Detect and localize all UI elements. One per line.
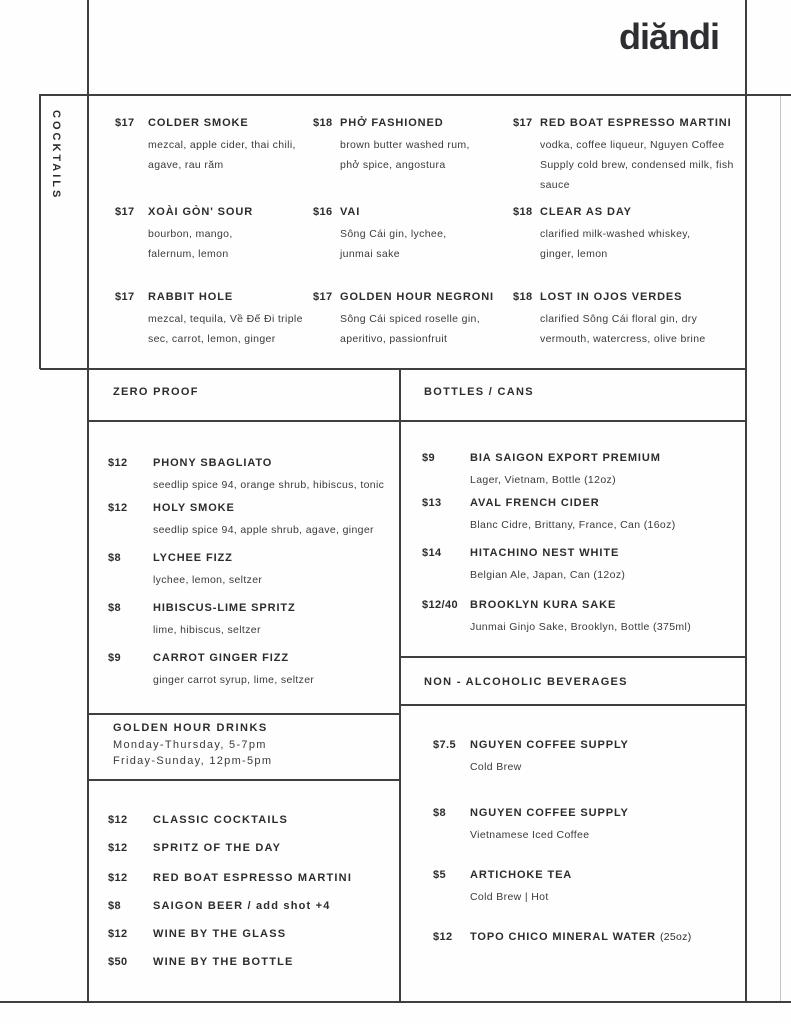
- item-price: $12: [108, 457, 128, 469]
- menu-item-lost-in-ojos-verdes: [513, 290, 735, 349]
- item-name: HIBISCUS-LIME SPRITZ: [153, 602, 296, 614]
- menu-item-artichoke-tea: [433, 868, 572, 907]
- grid-line-goldenhour-top: [88, 713, 400, 715]
- item-price: $8: [108, 552, 122, 564]
- cocktails-section-label: COCKTAILS: [50, 110, 62, 201]
- grid-line-vertical-right: [745, 0, 747, 1002]
- grid-line-under-headers: [88, 420, 747, 422]
- item-price: $5: [433, 869, 447, 881]
- item-name: PHỞ FASHIONED: [340, 117, 444, 129]
- item-name: SAIGON BEER / add shot +4: [153, 900, 331, 912]
- menu-item-red-boat-espresso-martini: [513, 116, 745, 195]
- grid-line-nonalc-top: [400, 656, 747, 658]
- item-description: Sông Cái spiced roselle gin, aperitivo, passionfruit: [340, 313, 480, 345]
- menu-item-carrot-ginger-fizz: [108, 651, 314, 690]
- menu-item-wine-by-the-bottle: [108, 955, 294, 969]
- menu-item-pho-fashioned: [313, 116, 490, 175]
- item-name: PHONY SBAGLIATO: [153, 457, 273, 469]
- item-name: CARROT GINGER FIZZ: [153, 652, 289, 664]
- item-name: SPRITZ OF THE DAY: [153, 842, 282, 854]
- item-description: mezcal, apple cider, thai chili, agave, rau răm: [148, 139, 296, 171]
- item-description: vodka, coffee liqueur, Nguyen Coffee Supply cold brew, condensed milk, fish sauce: [540, 139, 734, 191]
- item-name: LYCHEE FIZZ: [153, 552, 233, 564]
- menu-item-topo-chico: [433, 930, 692, 944]
- item-name: RED BOAT ESPRESSO MARTINI: [153, 872, 353, 884]
- golden-hour-title: GOLDEN HOUR DRINKS: [113, 722, 268, 734]
- item-price: $12: [108, 928, 128, 940]
- grid-line-top: [40, 94, 791, 96]
- item-price: $17: [313, 291, 333, 303]
- menu-item-brooklyn-kura-sake: [422, 598, 691, 637]
- item-name: LOST IN OJOS VERDES: [540, 291, 683, 303]
- item-price: $18: [513, 291, 533, 303]
- menu-item-holy-smoke: [108, 501, 374, 540]
- menu-item-saigon-beer: [108, 899, 331, 913]
- item-description: Belgian Ale, Japan, Can (12oz): [470, 569, 626, 581]
- item-price: $7.5: [433, 739, 457, 751]
- menu-item-gh-red-boat-martini: [108, 871, 352, 885]
- bottles-cans-header: BOTTLES / CANS: [424, 386, 534, 398]
- item-size: (25oz): [659, 931, 692, 943]
- item-description: Lager, Vietnam, Bottle (12oz): [470, 474, 616, 486]
- menu-item-xoai-gon-sour: [115, 205, 258, 264]
- menu-item-colder-smoke: [115, 116, 306, 175]
- item-name: NGUYEN COFFEE SUPPLY: [470, 739, 629, 751]
- item-name: COLDER SMOKE: [148, 117, 249, 129]
- grid-line-vertical-edge: [780, 94, 781, 1002]
- item-price: $18: [313, 117, 333, 129]
- item-name: GOLDEN HOUR NEGRONI: [340, 291, 494, 303]
- grid-line-cocktails-left: [39, 94, 41, 369]
- grid-line-vertical-middle: [399, 368, 401, 1002]
- item-price: $17: [115, 117, 135, 129]
- item-price: $8: [433, 807, 447, 819]
- item-price: $12: [108, 872, 128, 884]
- item-name: VAI: [340, 206, 361, 218]
- menu-item-aval-cider: [422, 496, 676, 535]
- item-price: $14: [422, 547, 442, 559]
- item-description: seedlip spice 94, apple shrub, agave, ginger: [153, 524, 374, 536]
- item-name: HITACHINO NEST WHITE: [470, 547, 620, 559]
- golden-hour-schedule-line1: Monday-Thursday, 5-7pm: [113, 739, 267, 751]
- item-name: CLEAR AS DAY: [540, 206, 632, 218]
- item-name: XOÀI GÒN' SOUR: [148, 206, 254, 218]
- menu-item-clear-as-day: [513, 205, 715, 264]
- menu-item-hibiscus-lime-spritz: [108, 601, 296, 640]
- restaurant-logo: diăndi: [619, 16, 719, 57]
- menu-item-phony-sbagliato: [108, 456, 384, 495]
- item-description: Junmai Ginjo Sake, Brooklyn, Bottle (375ml): [470, 621, 692, 633]
- item-description: bourbon, mango, falernum, lemon: [148, 228, 233, 260]
- item-description: lime, hibiscus, seltzer: [153, 624, 261, 636]
- item-price: $12/40: [422, 599, 459, 611]
- item-name: ARTICHOKE TEA: [470, 869, 573, 881]
- menu-item-spritz-of-the-day: [108, 841, 281, 855]
- item-price: $12: [433, 931, 453, 943]
- menu-item-nguyen-iced-coffee: [433, 806, 629, 845]
- item-name: BIA SAIGON EXPORT PREMIUM: [470, 452, 661, 464]
- item-name: WINE BY THE BOTTLE: [153, 956, 294, 968]
- item-name: RED BOAT ESPRESSO MARTINI: [540, 117, 732, 129]
- item-description: clarified Sông Cái floral gin, dry vermouth, watercress, olive brine: [540, 313, 706, 345]
- item-description: brown butter washed rum, phở spice, angostura: [340, 139, 470, 171]
- grid-line-goldenhour-bottom: [88, 779, 400, 781]
- item-price: $17: [513, 117, 533, 129]
- item-description: lychee, lemon, seltzer: [153, 574, 263, 586]
- menu-item-golden-hour-negroni: [313, 290, 525, 349]
- item-description: Sông Cái gin, lychee, junmai sake: [340, 228, 447, 260]
- item-price: $12: [108, 502, 128, 514]
- item-price: $50: [108, 956, 128, 968]
- item-description: seedlip spice 94, orange shrub, hibiscus, tonic: [153, 479, 385, 491]
- grid-line-bottom: [0, 1001, 791, 1003]
- item-description: Cold Brew: [470, 761, 522, 773]
- grid-line-nonalc-bottom: [400, 704, 747, 706]
- item-price: $18: [513, 206, 533, 218]
- menu-item-hitachino-nest-white: [422, 546, 625, 585]
- menu-item-wine-by-the-glass: [108, 927, 286, 941]
- menu-item-classic-cocktails: [108, 813, 288, 827]
- item-name: NGUYEN COFFEE SUPPLY: [470, 807, 629, 819]
- item-name-text: TOPO CHICO MINERAL WATER: [470, 931, 656, 943]
- item-price: $8: [108, 900, 122, 912]
- menu-item-rabbit-hole: [115, 290, 306, 349]
- item-name: CLASSIC COCKTAILS: [153, 814, 289, 826]
- menu-item-vai: [313, 205, 475, 264]
- item-name: WINE BY THE GLASS: [153, 928, 287, 940]
- item-description: Vietnamese Iced Coffee: [470, 829, 590, 841]
- grid-line-vertical-left: [87, 0, 89, 1002]
- item-price: $13: [422, 497, 442, 509]
- item-name: RABBIT HOLE: [148, 291, 234, 303]
- item-description: Blanc Cidre, Brittany, France, Can (16oz): [470, 519, 676, 531]
- item-price: $12: [108, 814, 128, 826]
- item-price: $17: [115, 291, 135, 303]
- item-description: ginger carrot syrup, lime, seltzer: [153, 674, 315, 686]
- golden-hour-header-block: [113, 722, 272, 769]
- menu-item-lychee-fizz: [108, 551, 262, 590]
- zero-proof-header: ZERO PROOF: [113, 386, 199, 398]
- item-price: $16: [313, 206, 333, 218]
- item-description: Cold Brew | Hot: [470, 891, 549, 903]
- item-price: $9: [422, 452, 436, 464]
- item-description: mezcal, tequila, Về Đế Đi triple sec, carrot, lemon, ginger: [148, 313, 303, 345]
- item-price: $12: [108, 842, 128, 854]
- item-name: [470, 930, 692, 944]
- golden-hour-schedule-line2: Friday-Sunday, 12pm-5pm: [113, 754, 273, 767]
- item-name: BROOKLYN KURA SAKE: [470, 599, 617, 611]
- item-price: $17: [115, 206, 135, 218]
- item-price: $9: [108, 652, 122, 664]
- menu-item-nguyen-cold-brew: [433, 738, 629, 777]
- item-name: AVAL FRENCH CIDER: [470, 497, 600, 509]
- non-alcoholic-header: NON - ALCOHOLIC BEVERAGES: [424, 676, 628, 688]
- menu-item-bia-saigon: [422, 451, 661, 490]
- grid-line-cocktails-bottom: [40, 368, 747, 370]
- item-name: HOLY SMOKE: [153, 502, 235, 514]
- item-description: clarified milk-washed whiskey, ginger, lemon: [540, 228, 691, 260]
- item-price: $8: [108, 602, 122, 614]
